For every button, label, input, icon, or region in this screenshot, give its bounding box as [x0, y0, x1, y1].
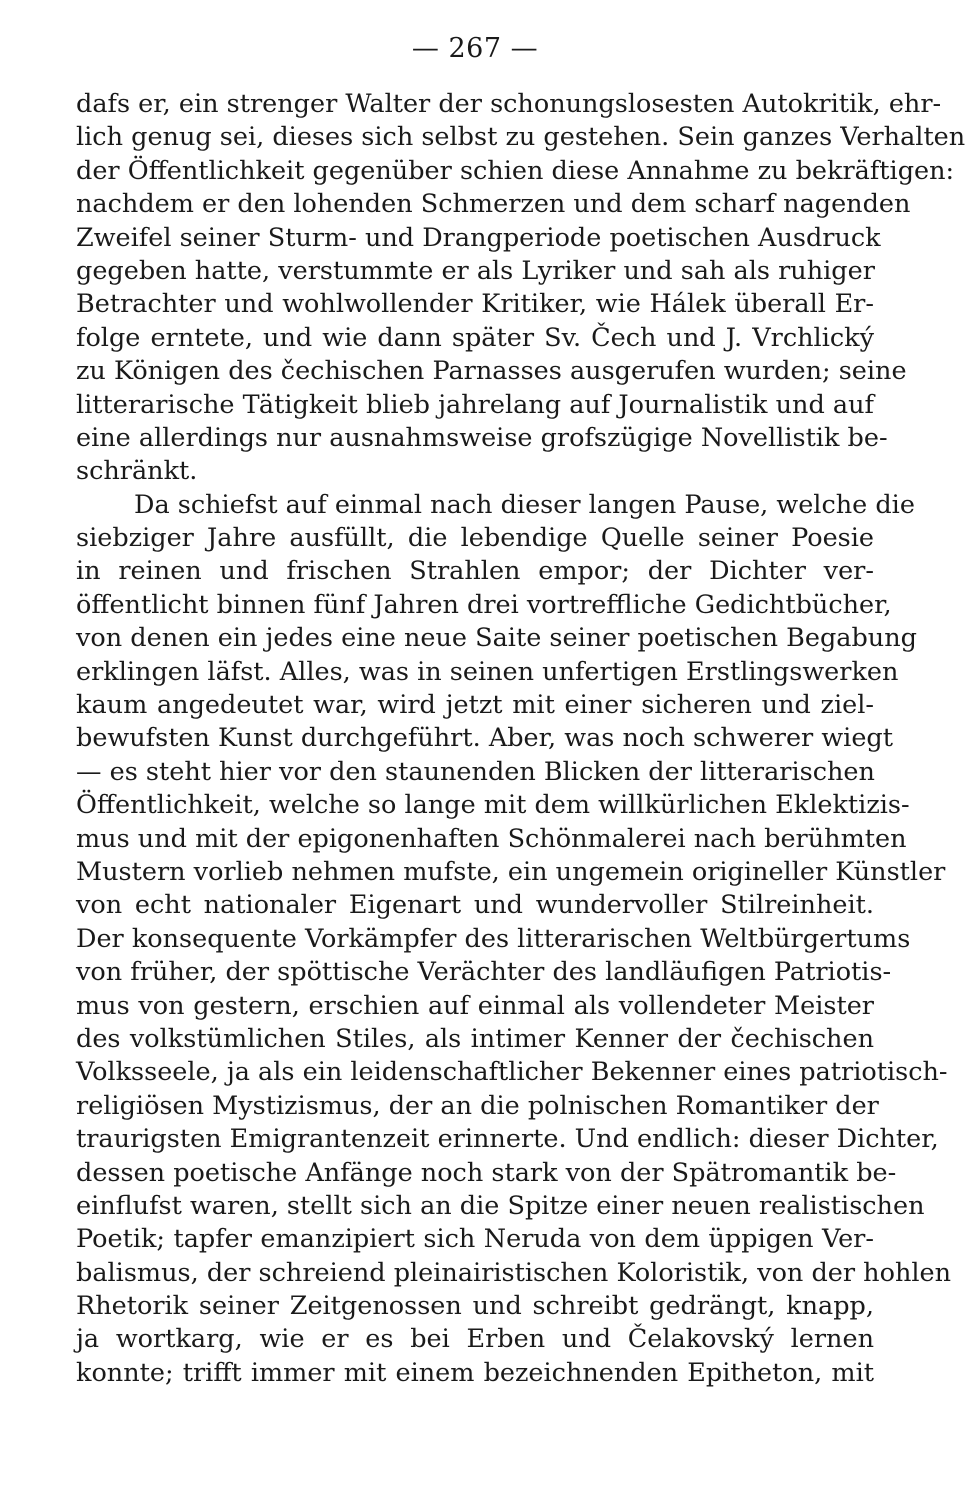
- text-line: Öffentlichkeit, welche so lange mit dem willkürlichen Eklektizis-: [76, 790, 910, 821]
- text-line: von echt nationaler Eigenart und wundervoller Stilreinheit.: [76, 890, 874, 921]
- page-number: — 267 —: [411, 33, 539, 64]
- text-line: eine allerdings nur ausnahmsweise grofszügige Novellistik be-: [76, 422, 888, 453]
- text-line: mus von gestern, erschien auf einmal als vollendeter Meister: [76, 990, 874, 1021]
- text-line: Der konsequente Vorkämpfer des litterarischen Weltbürgertums: [76, 923, 911, 954]
- text-line: Betrachter und wohlwollender Kritiker, wie Hálek überall Er-: [76, 289, 874, 320]
- text-line: siebziger Jahre ausfüllt, die lebendige Quelle seiner Poesie: [76, 523, 874, 554]
- text-line: gegeben hatte, verstummte er als Lyriker und sah als ruhiger: [76, 255, 875, 286]
- text-line: traurigsten Emigrantenzeit erinnerte. Und endlich: dieser Dichter,: [76, 1124, 939, 1155]
- text-line: lich genug sei, dieses sich selbst zu gestehen. Sein ganzes Verhalten: [76, 122, 965, 153]
- text-line: Rhetorik seiner Zeitgenossen und schreibt gedrängt, knapp,: [76, 1291, 874, 1322]
- body-text: [76, 88, 965, 1390]
- text-line: litterarische Tätigkeit blieb jahrelang auf Journalistik und auf: [76, 389, 874, 420]
- text-line: kaum angedeutet war, wird jetzt mit einer sicheren und ziel-: [76, 690, 874, 721]
- text-line: bewufsten Kunst durchgeführt. Aber, was noch schwerer wiegt: [76, 723, 893, 754]
- text-line: Poetik; tapfer emanzipiert sich Neruda von dem üppigen Ver-: [76, 1224, 874, 1255]
- text-line: konnte; trifft immer mit einem bezeichnenden Epitheton, mit: [76, 1357, 874, 1388]
- text-line: ja wortkarg, wie er es bei Erben und Čelakovský lernen: [76, 1324, 874, 1355]
- text-line: des volkstümlichen Stiles, als intimer Kenner der čechischen: [76, 1023, 874, 1054]
- text-line: Volksseele, ja als ein leidenschaftlicher Bekenner eines patriotisch-: [76, 1057, 948, 1088]
- text-line: von früher, der spöttische Verächter des landläufigen Patriotis-: [76, 957, 892, 988]
- text-line: einflufst waren, stellt sich an die Spitze einer neuen realistischen: [76, 1190, 925, 1221]
- text-line: dessen poetische Anfänge noch stark von der Spätromantik be-: [76, 1157, 897, 1188]
- text-line: von denen ein jedes eine neue Saite seiner poetischen Begabung: [76, 623, 917, 654]
- text-line: religiösen Mystizismus, der an die polnischen Romantiker der: [76, 1090, 879, 1121]
- text-line: Zweifel seiner Sturm- und Drangperiode poetischen Ausdruck: [76, 222, 881, 253]
- text-line: Da schiefst auf einmal nach dieser langen Pause, welche die: [134, 489, 915, 520]
- text-line: mus und mit der epigonenhaften Schönmalerei nach berühmten: [76, 823, 907, 854]
- text-line: folge erntete, und wie dann später Sv. Čech und J. Vrchlický: [76, 322, 874, 353]
- text-line: Mustern vorlieb nehmen mufste, ein ungemein origineller Künstler: [76, 856, 946, 887]
- text-line: zu Königen des čechischen Parnasses ausgerufen wurden; seine: [76, 356, 907, 387]
- text-line: der Öffentlichkeit gegenüber schien diese Annahme zu bekräftigen:: [76, 155, 955, 186]
- paragraph: [76, 88, 965, 489]
- text-line: dafs er, ein strenger Walter der schonungslosesten Autokritik, ehr-: [76, 89, 942, 119]
- text-line: nachdem er den lohenden Schmerzen und dem scharf nagenden: [76, 189, 911, 220]
- text-line: in reinen und frischen Strahlen empor; der Dichter ver-: [76, 556, 874, 587]
- text-line: balismus, der schreiend pleinairistischen Koloristik, von der hohlen: [76, 1257, 952, 1288]
- text-line: erklingen läfst. Alles, was in seinen unfertigen Erstlingswerken: [76, 656, 899, 687]
- paragraph: [76, 489, 952, 1391]
- text-line: — es steht hier vor den staunenden Blicken der litterarischen: [76, 756, 875, 787]
- text-line: schränkt.: [76, 456, 198, 487]
- text-line: öffentlicht binnen fünf Jahren drei vortreffliche Gedichtbücher,: [76, 589, 892, 620]
